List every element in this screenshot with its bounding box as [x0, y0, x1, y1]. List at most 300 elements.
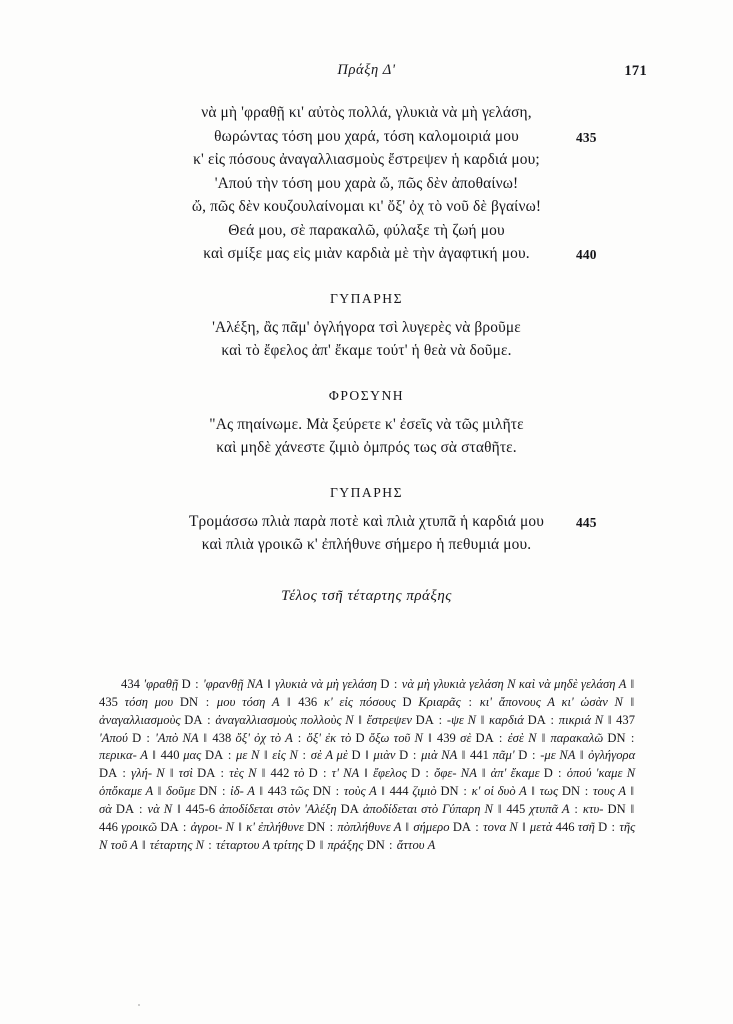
- apparatus-token: ἄπονους: [498, 694, 541, 709]
- apparatus-token: ὄξ': [306, 730, 321, 745]
- apparatus-token: [198, 695, 205, 709]
- apparatus-token: ‖: [405, 819, 410, 834]
- verse-line: [0, 536, 733, 560]
- apparatus-token: Α: [393, 819, 402, 834]
- apparatus-token: Ν: [509, 819, 518, 834]
- apparatus-token: μιὰ: [421, 748, 438, 763]
- apparatus-token: Ν: [250, 748, 260, 763]
- apparatus-token: καὶ: [518, 677, 536, 691]
- apparatus-token: DA: [527, 712, 546, 727]
- apparatus-token: ἀποδίδεται: [362, 801, 418, 816]
- apparatus-token: DA: [452, 819, 472, 834]
- verse-line: [0, 416, 733, 440]
- page-number: 171: [624, 63, 647, 79]
- verse-line-text: 'Απού τὴν τόση μου χαρὰ ὤ, πῶς δὲν ἀποθαίνω!: [214, 174, 519, 192]
- apparatus-token: Α: [618, 677, 627, 691]
- verse-line: [0, 513, 733, 537]
- apparatus-token: Ν: [414, 730, 423, 745]
- apparatus-token: κι': [561, 694, 574, 709]
- apparatus-token: ὀχ: [254, 730, 267, 745]
- apparatus-token: 'Απὸ: [155, 730, 179, 745]
- verse-line-text: θωρώντας τόση μου χαρά, τόση καλομοιριά μου: [214, 127, 519, 145]
- apparatus-token: πικριά: [558, 712, 591, 727]
- apparatus-token: πόσους: [359, 694, 396, 709]
- apparatus-token: ΝΑ: [441, 748, 458, 763]
- apparatus-token: ‖: [607, 712, 612, 727]
- apparatus-token: κ': [323, 694, 333, 709]
- apparatus-token: παρακαλῶ: [550, 730, 604, 745]
- apparatus-token: μου: [216, 694, 236, 709]
- apparatus-token: D: [399, 748, 409, 763]
- apparatus-token: οἱ: [484, 784, 494, 799]
- apparatus-token: Ν: [507, 677, 516, 691]
- apparatus-token: [317, 695, 324, 709]
- apparatus-token: ‖: [630, 694, 635, 709]
- apparatus-token: 443: [267, 784, 287, 799]
- apparatus-token: 442: [270, 766, 290, 781]
- apparatus-token: D: [306, 837, 316, 852]
- apparatus-token: 445: [506, 801, 526, 816]
- apparatus-token: 'καμε: [595, 766, 623, 781]
- apparatus-token: περικα-: [99, 748, 137, 763]
- apparatus-token: ‖: [522, 819, 526, 834]
- verse-body: [0, 104, 733, 605]
- apparatus-token: D: [132, 730, 142, 745]
- apparatus-token: τρίτης: [273, 837, 304, 852]
- apparatus-token: ΝΑ: [182, 730, 199, 745]
- apparatus-token: Γύπαρη: [442, 801, 481, 816]
- running-head: [0, 62, 733, 84]
- apparatus-token: [626, 784, 630, 798]
- apparatus-token: Α: [547, 694, 555, 709]
- apparatus-token: :: [122, 766, 126, 781]
- apparatus-token: ‖: [428, 730, 432, 745]
- apparatus-token: τὸ: [340, 730, 352, 745]
- apparatus-token: ἀναγαλλιασμοὺς: [99, 712, 181, 727]
- apparatus-token: Α: [325, 748, 333, 763]
- apparatus-token: DA: [415, 712, 434, 727]
- verse-block: [0, 513, 733, 560]
- apparatus-token: D: [380, 677, 390, 691]
- apparatus-token: :: [532, 748, 536, 763]
- apparatus-token: τοῦ: [393, 730, 411, 745]
- apparatus-token: 435: [99, 694, 118, 709]
- apparatus-token: μου: [154, 694, 174, 709]
- apparatus-token: :: [393, 677, 398, 691]
- verse-block: [0, 104, 733, 269]
- apparatus-token: :: [297, 730, 302, 745]
- verse-line-text: καὶ σμίξε μας εἰς μιὰν καρδιὰ μὲ τὴν ἀγαφτική μου.: [203, 245, 530, 262]
- apparatus-token: τέταρτης: [149, 837, 193, 852]
- apparatus-token: μετὰ: [529, 819, 553, 834]
- apparatus-token: ἄττου: [396, 837, 425, 852]
- apparatus-token: DA: [160, 819, 179, 834]
- apparatus-token: ‖: [264, 748, 268, 763]
- verse-line: [0, 128, 733, 152]
- verse-line-text: Θεά μου, σὲ παρακαλῶ, φύλαξε τὴ ζωή μου: [228, 221, 505, 239]
- apparatus-token: Ν: [289, 748, 298, 763]
- apparatus-token: ὁπού: [566, 766, 592, 781]
- apparatus-token: ΝΑ: [559, 748, 576, 763]
- apparatus-token: :: [146, 730, 150, 745]
- apparatus-token: ‖: [630, 801, 635, 816]
- apparatus-token: τ': [331, 766, 339, 781]
- apparatus-token: DA: [340, 801, 359, 816]
- apparatus-token: 446: [99, 819, 118, 834]
- apparatus-token: γελάση: [469, 677, 504, 691]
- verse-line: [0, 245, 733, 269]
- apparatus-token: [198, 731, 202, 745]
- apparatus-token: ‖: [364, 766, 368, 781]
- apparatus-token: τοὺς: [343, 784, 366, 799]
- apparatus-token: ‖: [480, 712, 485, 727]
- apparatus-token: ‖: [579, 748, 584, 763]
- apparatus-token: ἐσὲ: [507, 730, 524, 745]
- apparatus-token: κτυ-: [582, 801, 604, 816]
- apparatus-token: τὸ: [270, 730, 282, 745]
- apparatus-token: :: [574, 801, 578, 816]
- apparatus-token: ὄξ': [235, 730, 250, 745]
- apparatus-token: :: [208, 837, 212, 852]
- verse-line: [0, 439, 733, 463]
- apparatus-token: :: [438, 712, 443, 727]
- apparatus-token: 441: [469, 748, 489, 763]
- apparatus-token: :: [425, 766, 429, 781]
- apparatus-token: ‖: [630, 784, 635, 799]
- apparatus-token: Ν: [99, 837, 108, 852]
- apparatus-token: 445-6: [185, 801, 216, 816]
- apparatus-token: Α: [285, 730, 293, 745]
- verse-block: [0, 416, 733, 463]
- apparatus-token: DA: [197, 766, 216, 781]
- apparatus-token: D: [351, 748, 361, 763]
- verse-block: [0, 319, 733, 366]
- verse-line: [0, 104, 733, 128]
- verse-line: [0, 151, 733, 175]
- apparatus-token: ἔστρεψεν: [366, 712, 412, 727]
- speaker-heading: ΓΥΠΑΡΗΣ: [329, 290, 404, 306]
- apparatus-token: Ν: [626, 766, 636, 781]
- apparatus-token: D: [518, 748, 528, 763]
- verse-spacer: [0, 269, 733, 291]
- apparatus-token: 'φραθῇ: [143, 677, 179, 691]
- apparatus-token: -ψε: [446, 712, 464, 727]
- verse-line: [0, 319, 733, 343]
- apparatus-token: ΝΑ: [343, 766, 360, 781]
- verse-spacer: [0, 463, 733, 485]
- apparatus-token: 'φρανθῇ: [203, 677, 244, 691]
- apparatus-token: ὄξω: [368, 730, 390, 745]
- apparatus-token: με: [235, 748, 248, 763]
- apparatus-token: [118, 695, 125, 709]
- apparatus-token: ‖: [238, 819, 242, 834]
- apparatus-token: DA: [99, 766, 118, 781]
- apparatus-token: γελάση: [580, 677, 616, 691]
- apparatus-token: 436: [298, 694, 318, 709]
- verse-line-text: Τρομάσσω πλιὰ παρὰ ποτὲ καὶ πλιὰ χτυπᾶ ἡ καρδιά μου: [188, 512, 544, 530]
- verse-line: [0, 198, 733, 222]
- apparatus-token: [623, 695, 630, 709]
- apparatus-token: D: [402, 694, 412, 709]
- apparatus-token: γελάση: [342, 677, 378, 691]
- apparatus-token: καρδιά: [489, 712, 524, 727]
- apparatus-token: πράξης: [327, 837, 364, 852]
- verse-line-text: καὶ τὸ ἔφελος ἀπ' ἔκαμε τούτ' ἡ θεὰ νὰ δοῦμε.: [221, 342, 512, 359]
- apparatus-token: Ν: [163, 801, 173, 816]
- apparatus-token: Α: [130, 837, 138, 852]
- apparatus-token: τῆς: [619, 819, 636, 834]
- apparatus-token: τσὶ: [178, 766, 193, 781]
- apparatus-token: πὸπλήθυνε: [337, 819, 391, 834]
- act-colophon: Τέλος τσῆ τέταρτης πράξης: [281, 587, 452, 604]
- apparatus-token: μιὰν: [373, 748, 396, 763]
- apparatus-token: :: [139, 801, 143, 816]
- apparatus-token: DN: [307, 819, 326, 834]
- apparatus-token: Α: [427, 837, 436, 852]
- apparatus-token: Ν: [614, 694, 623, 709]
- apparatus-token: DN: [561, 784, 581, 799]
- apparatus-token: γροικῶ: [121, 819, 158, 834]
- apparatus-token: 437: [616, 712, 636, 727]
- scan-speck: [138, 1004, 140, 1006]
- apparatus-token: τοῦ: [110, 837, 128, 852]
- apparatus-token: :: [463, 784, 467, 799]
- apparatus-token: ‖: [287, 694, 291, 709]
- apparatus-token: ‖: [203, 730, 208, 745]
- apparatus-token: Α: [271, 694, 280, 709]
- apparatus-token: ὄφε-: [434, 766, 457, 781]
- apparatus-token: Ν: [248, 766, 257, 781]
- apparatus-token: πολλοὺς: [300, 712, 342, 727]
- apparatus-token: ‖: [267, 677, 271, 691]
- apparatus-token: τως: [539, 784, 559, 799]
- apparatus-token: ‖: [365, 748, 369, 763]
- apparatus-token: ἔκαμε: [510, 766, 540, 781]
- verse-line: [0, 175, 733, 199]
- apparatus-token: :: [498, 730, 503, 745]
- apparatus-token: :: [611, 819, 616, 834]
- apparatus-token: :: [550, 712, 555, 727]
- running-head-title: Πράξη Δ': [337, 62, 396, 78]
- verse-spacer: [0, 366, 733, 388]
- apparatus-token: DA: [204, 748, 224, 763]
- apparatus-token: :: [558, 766, 562, 781]
- apparatus-token: στὸ: [421, 801, 439, 816]
- apparatus-token: D: [411, 766, 421, 781]
- apparatus-token: κι': [479, 694, 493, 709]
- apparatus-token: [353, 695, 360, 709]
- apparatus-token: δοῦμε: [165, 784, 196, 799]
- apparatus-token: σὲ: [460, 730, 472, 745]
- apparatus-token: :: [221, 784, 226, 799]
- apparatus-token: ἐπλήθυνε: [258, 819, 304, 834]
- apparatus-token: ‖: [157, 784, 162, 799]
- apparatus-token: ἀγροι-: [190, 819, 223, 834]
- apparatus-token: ἐκ: [325, 730, 337, 745]
- apparatus-token: ζιμιὸ: [412, 784, 437, 799]
- apparatus-token: [173, 695, 180, 709]
- speaker-heading: ΓΥΠΑΡΗΣ: [329, 484, 404, 500]
- apparatus-token: Α: [145, 784, 154, 799]
- apparatus-token: γλυκιὰ: [275, 677, 308, 691]
- apparatus-token: μηδὲ: [554, 677, 578, 691]
- apparatus-token: [492, 695, 499, 709]
- apparatus-token: [215, 766, 219, 780]
- verse-line-text: καὶ πλιὰ γροικῶ κ' ἐπλήθυνε σήμερο ἡ πεθυμιά μου.: [201, 536, 532, 553]
- apparatus-token: D: [181, 677, 191, 691]
- apparatus-token: τους: [593, 784, 615, 799]
- apparatus-token: [473, 695, 480, 709]
- apparatus-token: DN: [607, 801, 626, 816]
- apparatus-token: :: [389, 837, 393, 852]
- apparatus-token: Α: [262, 837, 270, 852]
- apparatus-token: Ν: [195, 837, 205, 852]
- apparatus-token: ‖: [319, 837, 324, 852]
- apparatus-token: νὰ: [147, 801, 160, 816]
- apparatus-token: ΝΑ: [460, 766, 477, 781]
- apparatus-token: τόση: [242, 694, 266, 709]
- apparatus-token: DA: [115, 801, 135, 816]
- apparatus-token: ἀναγαλλιασμοὺς: [215, 712, 297, 727]
- apparatus-token: ‖: [381, 784, 385, 799]
- apparatus-token: [546, 713, 550, 727]
- apparatus-token: ὀγλήγορα: [588, 748, 636, 763]
- apparatus-token: ‖: [541, 730, 546, 745]
- apparatus-token: 446: [555, 819, 575, 834]
- apparatus-token: DN: [199, 784, 218, 799]
- apparatus-token: 'Απού: [99, 730, 128, 745]
- apparatus-token: DN: [366, 837, 385, 852]
- speaker-heading: ΦΡΟΣΥΝΗ: [328, 387, 405, 403]
- apparatus-token: :: [195, 677, 199, 691]
- apparatus-token: D: [355, 730, 365, 745]
- apparatus-token: [148, 695, 155, 709]
- apparatus-token: τὲς: [229, 766, 244, 781]
- apparatus-token: :: [322, 766, 327, 781]
- apparatus-token: :: [475, 819, 479, 834]
- apparatus-token: ΝΑ: [246, 677, 263, 691]
- verse-line-text: ὤ, πῶς δὲν κουζουλαίνομαι κι' ὄξ' ὀχ τὸ νοῦ δὲ βγαίνω!: [191, 198, 542, 215]
- apparatus-token: [210, 695, 217, 709]
- apparatus-token: νὰ: [310, 677, 324, 691]
- apparatus-token: DN: [440, 784, 459, 799]
- apparatus-token: 440: [160, 748, 180, 763]
- apparatus-token: ὁπὄκαμε: [99, 784, 143, 799]
- apparatus-token: :: [220, 766, 225, 781]
- apparatus-token: Α: [247, 784, 255, 799]
- apparatus-token: σήμερο: [413, 819, 450, 834]
- apparatus-token: τσῆ: [577, 819, 595, 834]
- apparatus-token: στὸν: [277, 801, 301, 816]
- apparatus-token: νὰ: [538, 677, 551, 691]
- apparatus-token: εἰς: [339, 694, 354, 709]
- apparatus-token: 434: [121, 677, 140, 691]
- apparatus-token: :: [335, 784, 340, 799]
- apparatus-token: γλυκιὰ: [433, 677, 466, 691]
- apparatus-token: :: [182, 819, 187, 834]
- apparatus-token: τῶς: [290, 784, 310, 799]
- apparatus-token: DN: [179, 694, 199, 709]
- verse-line: [0, 342, 733, 366]
- apparatus-token: νὰ: [401, 677, 415, 691]
- apparatus-token: ἰδ-: [230, 784, 244, 799]
- apparatus-token: Ν: [594, 712, 604, 727]
- apparatus-token: :: [227, 748, 232, 763]
- apparatus-token: κ': [246, 819, 255, 834]
- apparatus-token: ‖: [261, 766, 266, 781]
- apparatus-token: ‖: [630, 677, 635, 691]
- apparatus-token: ‖: [461, 748, 466, 763]
- apparatus-token: κ': [471, 784, 481, 799]
- apparatus-token: :: [630, 730, 635, 745]
- verse-line-text: κ' εἰς πόσους ἀναγαλλιασμοὺς ἔστρεψεν ἡ καρδιά μου;: [193, 151, 540, 168]
- apparatus-token: :: [412, 748, 417, 763]
- apparatus-token: [396, 695, 403, 709]
- apparatus-token: Α: [369, 784, 377, 799]
- apparatus-token: τονα: [483, 819, 507, 834]
- apparatus-token: D: [543, 766, 553, 781]
- apparatus-token: τέταρτου: [216, 837, 260, 852]
- apparatus-token: Ν: [225, 819, 235, 834]
- apparatus-token: ‖: [259, 784, 264, 799]
- apparatus-token: :: [329, 819, 334, 834]
- apparatus-token: ‖: [497, 801, 502, 816]
- apparatus-token: μας: [183, 748, 202, 763]
- apparatus-token: [298, 748, 302, 762]
- apparatus-token: 'Αλέξη: [304, 801, 337, 816]
- apparatus-token: πᾶμ': [492, 748, 515, 763]
- apparatus-token: -με: [540, 748, 556, 763]
- apparatus-token: ‖: [177, 801, 181, 816]
- apparatus-token: ἀπ': [490, 766, 507, 781]
- apparatus-token: ‖: [152, 748, 156, 763]
- apparatus-token: ‖: [141, 837, 146, 852]
- apparatus-token: Α: [618, 784, 626, 799]
- apparatus-token: DN: [312, 784, 331, 799]
- apparatus-token: 444: [389, 784, 409, 799]
- apparatus-token: σὲ: [310, 748, 322, 763]
- verse-line-text: νὰ μὴ 'φραθῇ κι' αὐτὸς πολλά, γλυκιὰ νὰ μὴ γελάση,: [201, 104, 532, 121]
- verse-line-text: καὶ μηδὲ χάνεστε ζιμιὸ ὀμπρός τως σὰ σταθῆτε.: [216, 439, 517, 456]
- apparatus-token: ‖: [481, 766, 486, 781]
- apparatus-token: Α: [561, 801, 570, 816]
- apparatus-token: :: [584, 784, 589, 799]
- apparatus-token: εἰς: [272, 748, 286, 763]
- apparatus-token: μὴ: [417, 677, 431, 691]
- apparatus-token: 439: [436, 730, 456, 745]
- apparatus-token: 438: [212, 730, 232, 745]
- apparatus-token: Ν: [156, 766, 165, 781]
- apparatus-token: :: [468, 694, 473, 709]
- verse-line-text: "Ας πηαίνωμε. Μὰ ξεύρετε κ' ἐσεῖς νὰ τῶς μιλῆτε: [209, 415, 524, 433]
- apparatus-token: DA: [475, 730, 494, 745]
- apparatus-token: D: [308, 766, 318, 781]
- apparatus-token: Ν: [345, 712, 354, 727]
- apparatus-token: Ν: [528, 730, 537, 745]
- apparatus-criticus: [99, 676, 635, 854]
- apparatus-token: ὡσὰν: [580, 694, 608, 709]
- apparatus-token: ἔφελος: [372, 766, 407, 781]
- apparatus-token: μὴ: [326, 677, 340, 691]
- apparatus-token: χτυπᾶ: [529, 801, 559, 816]
- apparatus-token: Κριαρᾶς: [418, 694, 461, 709]
- apparatus-token: δυὸ: [497, 784, 516, 799]
- apparatus-token: ἀποδίδεται: [219, 801, 274, 816]
- apparatus-token: μὲ: [336, 748, 348, 763]
- verse-line-number: 440: [576, 247, 597, 262]
- apparatus-token: τὸ: [293, 766, 305, 781]
- apparatus-token: :: [205, 694, 210, 709]
